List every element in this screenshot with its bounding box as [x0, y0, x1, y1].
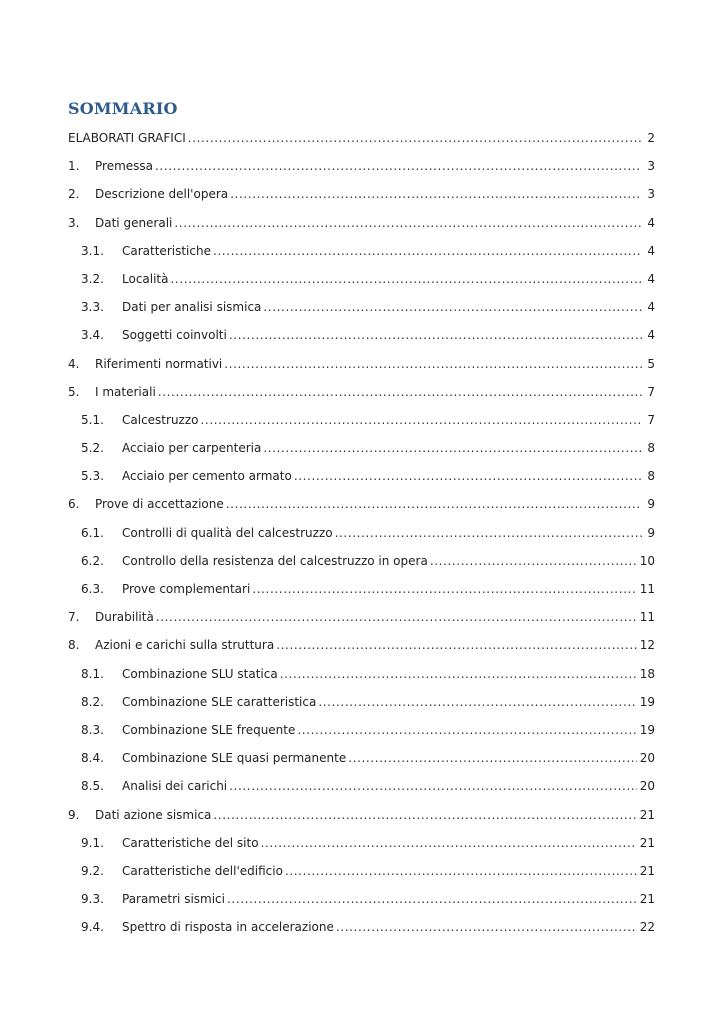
toc-entry-page-number: 19 [639, 694, 655, 709]
toc-entry-number: 5.3. [81, 469, 104, 484]
toc-entry[interactable] [0, 265, 724, 293]
toc-entry-label[interactable]: ELABORATI GRAFICI [68, 124, 188, 152]
toc-entry[interactable] [0, 209, 724, 237]
toc-entry-number: 5.2. [81, 441, 104, 456]
toc-entry-label[interactable]: Combinazione SLU statica [122, 660, 280, 688]
dot-leader [280, 660, 637, 688]
toc-entry-label[interactable]: Calcestruzzo [122, 406, 200, 434]
toc-entry-line [122, 293, 655, 321]
dot-leader [252, 575, 636, 603]
toc-entry-label[interactable]: Premessa [95, 152, 155, 180]
toc-entry-page-number: 4 [647, 215, 655, 230]
dot-leader [294, 462, 642, 490]
toc-entry-label[interactable]: Combinazione SLE quasi permanente [122, 744, 348, 772]
table-of-contents [0, 124, 724, 941]
toc-entry-number: 6.3. [81, 582, 104, 596]
toc-entry-label[interactable]: Prove di accettazione [95, 490, 226, 518]
toc-entry-page-number: 4 [647, 271, 655, 286]
toc-entry-page-number: 21 [639, 807, 655, 822]
toc-entry-label[interactable]: Analisi dei carichi [122, 772, 229, 800]
toc-entry-line [122, 575, 655, 603]
toc-entry-page-number: 21 [639, 835, 655, 850]
dot-leader [297, 716, 636, 744]
toc-entry[interactable] [0, 378, 724, 406]
toc-entry[interactable] [0, 434, 724, 462]
toc-entry-line [95, 801, 655, 829]
toc-entry[interactable] [0, 857, 724, 885]
toc-entry-number: 3.3. [81, 300, 104, 315]
toc-entry-label[interactable]: Azioni e carichi sulla struttura [95, 631, 276, 659]
toc-entry[interactable] [0, 772, 724, 800]
dot-leader [171, 265, 643, 293]
toc-entry-number: 3.1. [81, 243, 104, 258]
toc-entry-page-number: 19 [639, 722, 655, 737]
toc-entry[interactable] [0, 124, 724, 152]
toc-entry-number: 6.2. [81, 553, 104, 568]
toc-entry-number: 3.2. [81, 271, 104, 286]
toc-entry-number: 8.3. [81, 722, 104, 737]
toc-entry[interactable] [0, 180, 724, 208]
toc-entry-line [68, 124, 655, 152]
dot-leader [156, 603, 637, 631]
toc-entry-label[interactable]: Parametri sismici [122, 885, 227, 913]
toc-entry-line [122, 913, 655, 941]
toc-entry-page-number: 9 [647, 497, 655, 512]
toc-entry-page-number: 21 [639, 863, 655, 878]
toc-entry-page-number: 20 [639, 779, 655, 794]
toc-entry-page-number: 7 [647, 412, 655, 427]
toc-entry-page-number: 12 [639, 638, 655, 653]
dot-leader [226, 490, 642, 518]
toc-entry-label[interactable]: Soggetti coinvolti [122, 321, 229, 349]
toc-entry-label[interactable]: Durabilità [95, 603, 156, 631]
toc-entry[interactable] [0, 631, 724, 659]
toc-entry-page-number: 4 [647, 300, 655, 315]
toc-entry[interactable] [0, 321, 724, 349]
dot-leader [155, 152, 642, 180]
toc-entry-line [95, 603, 655, 631]
dot-leader [230, 180, 642, 208]
dot-leader [174, 209, 642, 237]
toc-entry[interactable] [0, 547, 724, 575]
toc-entry-line [122, 265, 655, 293]
dot-leader [229, 772, 637, 800]
toc-entry-number: 5. [68, 384, 80, 399]
toc-entry-label[interactable]: Descrizione dell'opera [95, 180, 230, 208]
dot-leader [263, 434, 642, 462]
dot-leader [285, 857, 637, 885]
toc-entry-line [122, 321, 655, 349]
toc-entry-label[interactable]: I materiali [95, 378, 158, 406]
toc-entry-page-number: 10 [639, 553, 655, 568]
toc-entry-page-number: 5 [647, 356, 655, 371]
toc-entry-line [95, 180, 655, 208]
dot-leader [200, 406, 642, 434]
toc-entry-line [95, 378, 655, 406]
toc-entry[interactable] [0, 744, 724, 772]
toc-entry-page-number: 3 [647, 159, 655, 174]
toc-entry-number: 5.1. [81, 412, 104, 427]
dot-leader [229, 321, 642, 349]
dot-leader [335, 519, 642, 547]
toc-entry-line [122, 660, 655, 688]
dot-leader [348, 744, 636, 772]
toc-entry-label[interactable]: Controlli di qualità del calcestruzzo [122, 519, 335, 547]
toc-entry-label[interactable]: Dati per analisi sismica [122, 293, 263, 321]
toc-entry-page-number: 8 [647, 441, 655, 456]
toc-entry-line [122, 857, 655, 885]
toc-entry[interactable] [0, 406, 724, 434]
toc-entry-line [122, 406, 655, 434]
toc-entry-number: 8.1. [81, 666, 104, 681]
toc-entry-line [95, 209, 655, 237]
toc-entry-line [95, 350, 655, 378]
dot-leader [336, 913, 637, 941]
dot-leader [263, 293, 642, 321]
toc-entry-label[interactable]: Prove complementari [122, 575, 252, 603]
toc-entry-number: 4. [68, 356, 80, 371]
toc-entry-number: 8.4. [81, 751, 104, 766]
toc-entry[interactable] [0, 801, 724, 829]
toc-entry-number: 7. [68, 610, 80, 625]
toc-entry-line [122, 462, 655, 490]
toc-entry-page-number: 20 [639, 751, 655, 766]
toc-entry-number: 6. [68, 497, 80, 512]
toc-entry-page-number: 2 [647, 131, 655, 145]
toc-entry-line [122, 547, 655, 575]
dot-leader [276, 631, 637, 659]
toc-entry-line [95, 490, 655, 518]
toc-entry-label[interactable]: Spettro di risposta in accelerazione [122, 913, 336, 941]
dot-leader [188, 124, 642, 152]
toc-entry[interactable] [0, 519, 724, 547]
toc-entry-line [122, 716, 655, 744]
toc-entry-number: 8.2. [81, 694, 104, 709]
toc-entry-label[interactable]: Acciaio per cemento armato [122, 462, 294, 490]
dot-leader [318, 688, 636, 716]
toc-entry-number: 9. [68, 807, 80, 822]
dot-leader [158, 378, 642, 406]
toc-entry-line [122, 434, 655, 462]
toc-entry-page-number: 18 [639, 666, 655, 681]
toc-entry-label[interactable]: Combinazione SLE frequente [122, 716, 297, 744]
toc-entry-page-number: 8 [647, 469, 655, 484]
toc-entry-line [122, 885, 655, 913]
toc-entry-line [122, 519, 655, 547]
toc-entry-label[interactable]: Riferimenti normativi [95, 350, 224, 378]
toc-entry-line [122, 772, 655, 800]
toc-entry[interactable] [0, 716, 724, 744]
toc-entry-number: 2. [68, 187, 80, 202]
toc-entry-label[interactable]: Controllo della resistenza del calcestruzzo in opera [122, 547, 430, 575]
toc-entry[interactable] [0, 829, 724, 857]
toc-entry-label[interactable]: Caratteristiche dell'edificio [122, 857, 285, 885]
toc-entry-number: 1. [68, 159, 80, 174]
toc-entry-page-number: 4 [647, 243, 655, 258]
toc-entry-line [122, 237, 655, 265]
toc-entry-line [95, 152, 655, 180]
toc-entry-number: 3.4. [81, 328, 104, 343]
toc-entry-number: 9.1. [81, 835, 104, 850]
toc-entry[interactable] [0, 885, 724, 913]
toc-entry-page-number: 22 [639, 920, 655, 935]
toc-entry-label[interactable]: Dati azione sismica [95, 801, 213, 829]
toc-entry[interactable] [0, 575, 724, 603]
toc-entry-number: 8. [68, 638, 80, 653]
dot-leader [213, 801, 636, 829]
dot-leader [213, 237, 642, 265]
toc-entry-label[interactable]: Caratteristiche del sito [122, 829, 261, 857]
toc-entry-page-number: 4 [647, 328, 655, 343]
toc-entry[interactable] [0, 293, 724, 321]
toc-entry-page-number: 7 [647, 384, 655, 399]
toc-entry[interactable] [0, 660, 724, 688]
toc-title: SOMMARIO [68, 99, 178, 118]
toc-entry-number: 9.4. [81, 920, 104, 935]
toc-entry-page-number: 11 [639, 582, 655, 596]
dot-leader [224, 350, 642, 378]
dot-leader [430, 547, 637, 575]
toc-entry[interactable] [0, 490, 724, 518]
toc-entry-label[interactable]: Caratteristiche [122, 237, 213, 265]
dot-leader [227, 885, 637, 913]
toc-entry[interactable] [0, 462, 724, 490]
toc-entry-line [122, 829, 655, 857]
toc-entry-label[interactable]: Località [122, 265, 171, 293]
toc-entry-number: 3. [68, 215, 80, 230]
toc-entry-page-number: 3 [647, 187, 655, 202]
toc-entry-label[interactable]: Dati generali [95, 209, 174, 237]
toc-entry-number: 6.1. [81, 525, 104, 540]
toc-entry[interactable] [0, 603, 724, 631]
toc-entry[interactable] [0, 152, 724, 180]
toc-entry-page-number: 9 [647, 525, 655, 540]
toc-entry-line [95, 631, 655, 659]
toc-entry[interactable] [0, 688, 724, 716]
dot-leader [261, 829, 637, 857]
toc-entry-page-number: 21 [639, 892, 655, 907]
toc-entry[interactable] [0, 237, 724, 265]
toc-entry-number: 9.2. [81, 863, 104, 878]
toc-entry-label[interactable]: Acciaio per carpenteria [122, 434, 263, 462]
toc-entry-label[interactable]: Combinazione SLE caratteristica [122, 688, 318, 716]
toc-entry[interactable] [0, 913, 724, 941]
toc-entry-number: 8.5. [81, 779, 104, 794]
toc-entry[interactable] [0, 350, 724, 378]
toc-entry-line [122, 744, 655, 772]
toc-entry-number: 9.3. [81, 892, 104, 907]
toc-entry-page-number: 11 [639, 610, 655, 625]
toc-entry-line [122, 688, 655, 716]
